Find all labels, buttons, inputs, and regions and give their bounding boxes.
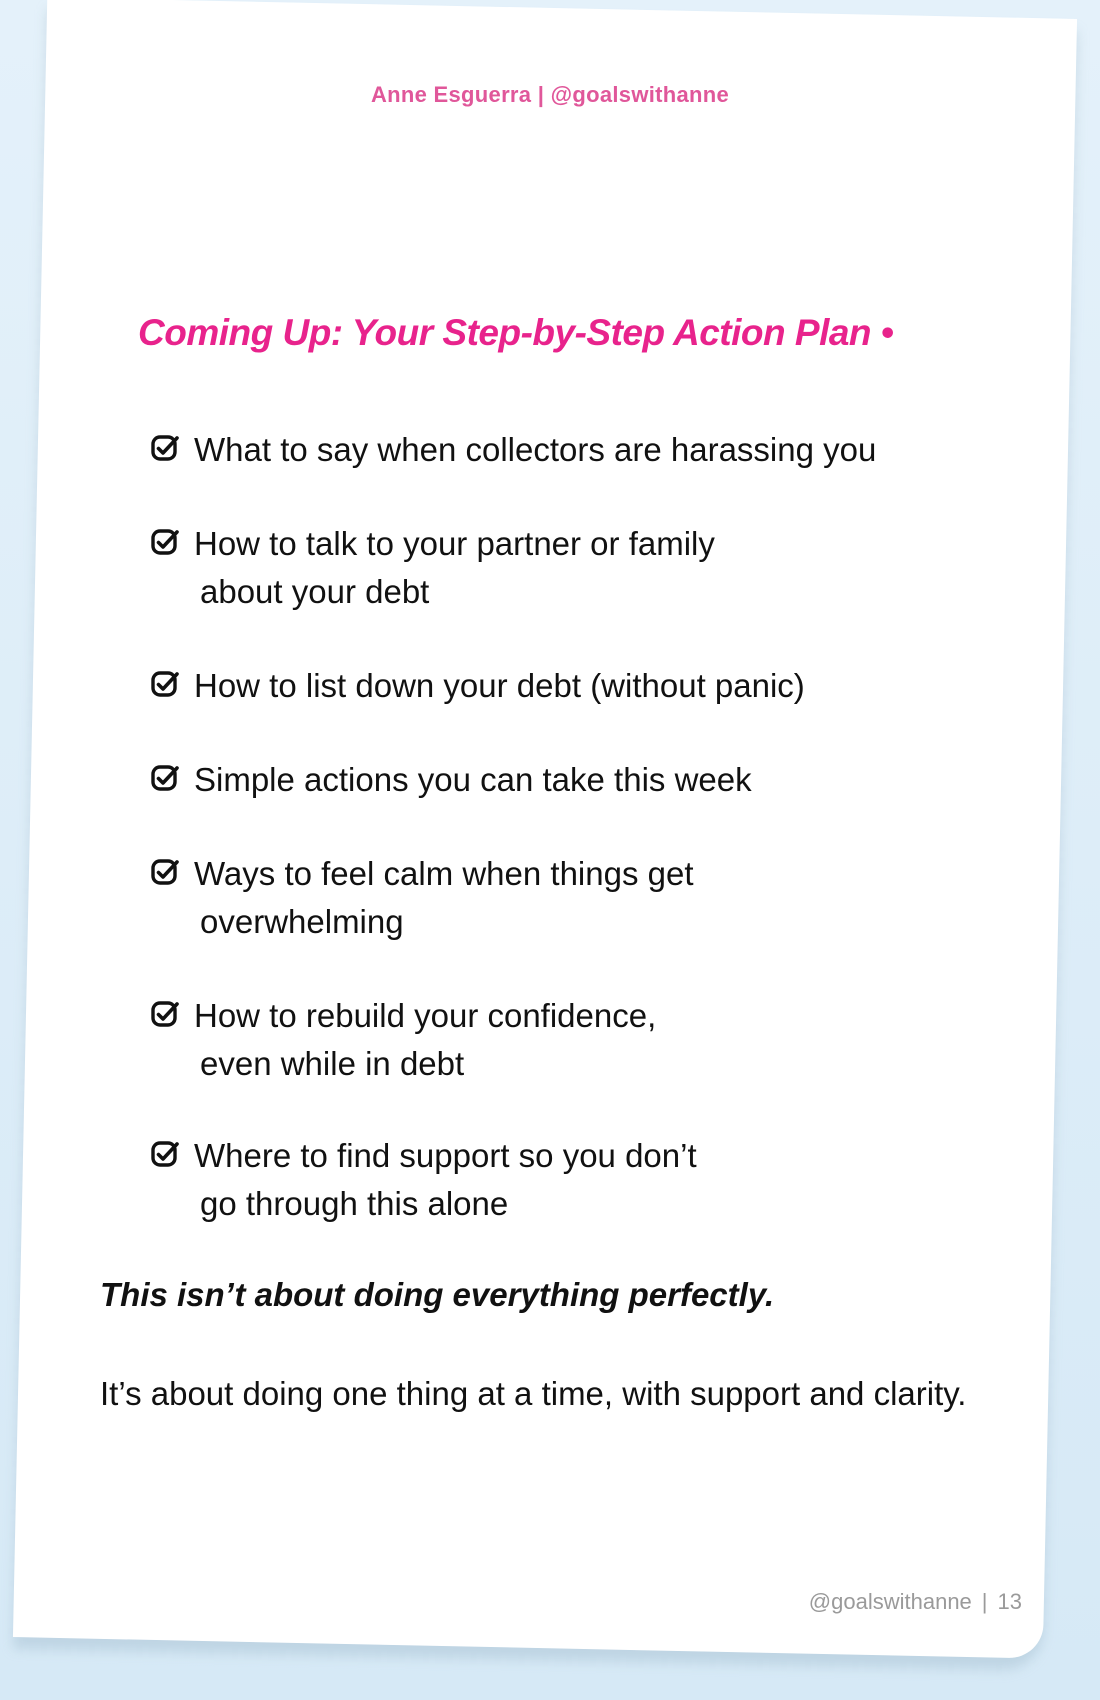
checklist-item-text: Where to find support so you don’t [194, 1137, 697, 1174]
checklist-item-text-continued: go through this alone [200, 1185, 509, 1222]
checklist-item-text: How to list down your debt (without panic) [194, 667, 805, 704]
check-square-icon [150, 434, 180, 464]
callout-emphasis: This isn’t about doing everything perfectly. [100, 1276, 775, 1313]
check-square-icon [150, 528, 180, 558]
checklist-item [150, 850, 1010, 946]
section-heading: Coming Up: Your Step-by-Step Action Plan • [138, 312, 894, 353]
check-square-icon [150, 1000, 180, 1030]
footer-separator: | [981, 1589, 988, 1614]
page-header-byline: Anne Esguerra | @goalswithanne [370, 82, 730, 107]
check-square-icon [150, 858, 180, 888]
check-square-icon [150, 670, 180, 700]
checklist-item-text-continued: overwhelming [200, 903, 404, 940]
checklist-item [150, 756, 1010, 804]
checklist-item-text-continued: about your debt [200, 573, 430, 610]
checklist-item-text: How to talk to your partner or family [194, 525, 715, 562]
checklist-item [150, 1132, 1010, 1228]
checklist-item [150, 426, 1010, 474]
page-footer [809, 1589, 1022, 1615]
checklist-item [150, 662, 1010, 710]
checklist-item-text-continued: even while in debt [200, 1045, 465, 1082]
checklist-item [150, 520, 1010, 616]
checklist-item [150, 992, 1010, 1088]
checklist-item-text: Simple actions you can take this week [194, 761, 752, 798]
checklist-item-text: What to say when collectors are harassing you [194, 431, 877, 468]
check-square-icon [150, 764, 180, 794]
checklist-item-text: Ways to feel calm when things get [194, 855, 694, 892]
check-square-icon [150, 1140, 180, 1170]
checklist-item-text: How to rebuild your confidence, [194, 997, 657, 1034]
closing-paragraph: It’s about doing one thing at a time, with support and clarity. [100, 1375, 967, 1412]
page-number: 13 [997, 1589, 1022, 1614]
footer-handle: @goalswithanne [808, 1589, 972, 1614]
